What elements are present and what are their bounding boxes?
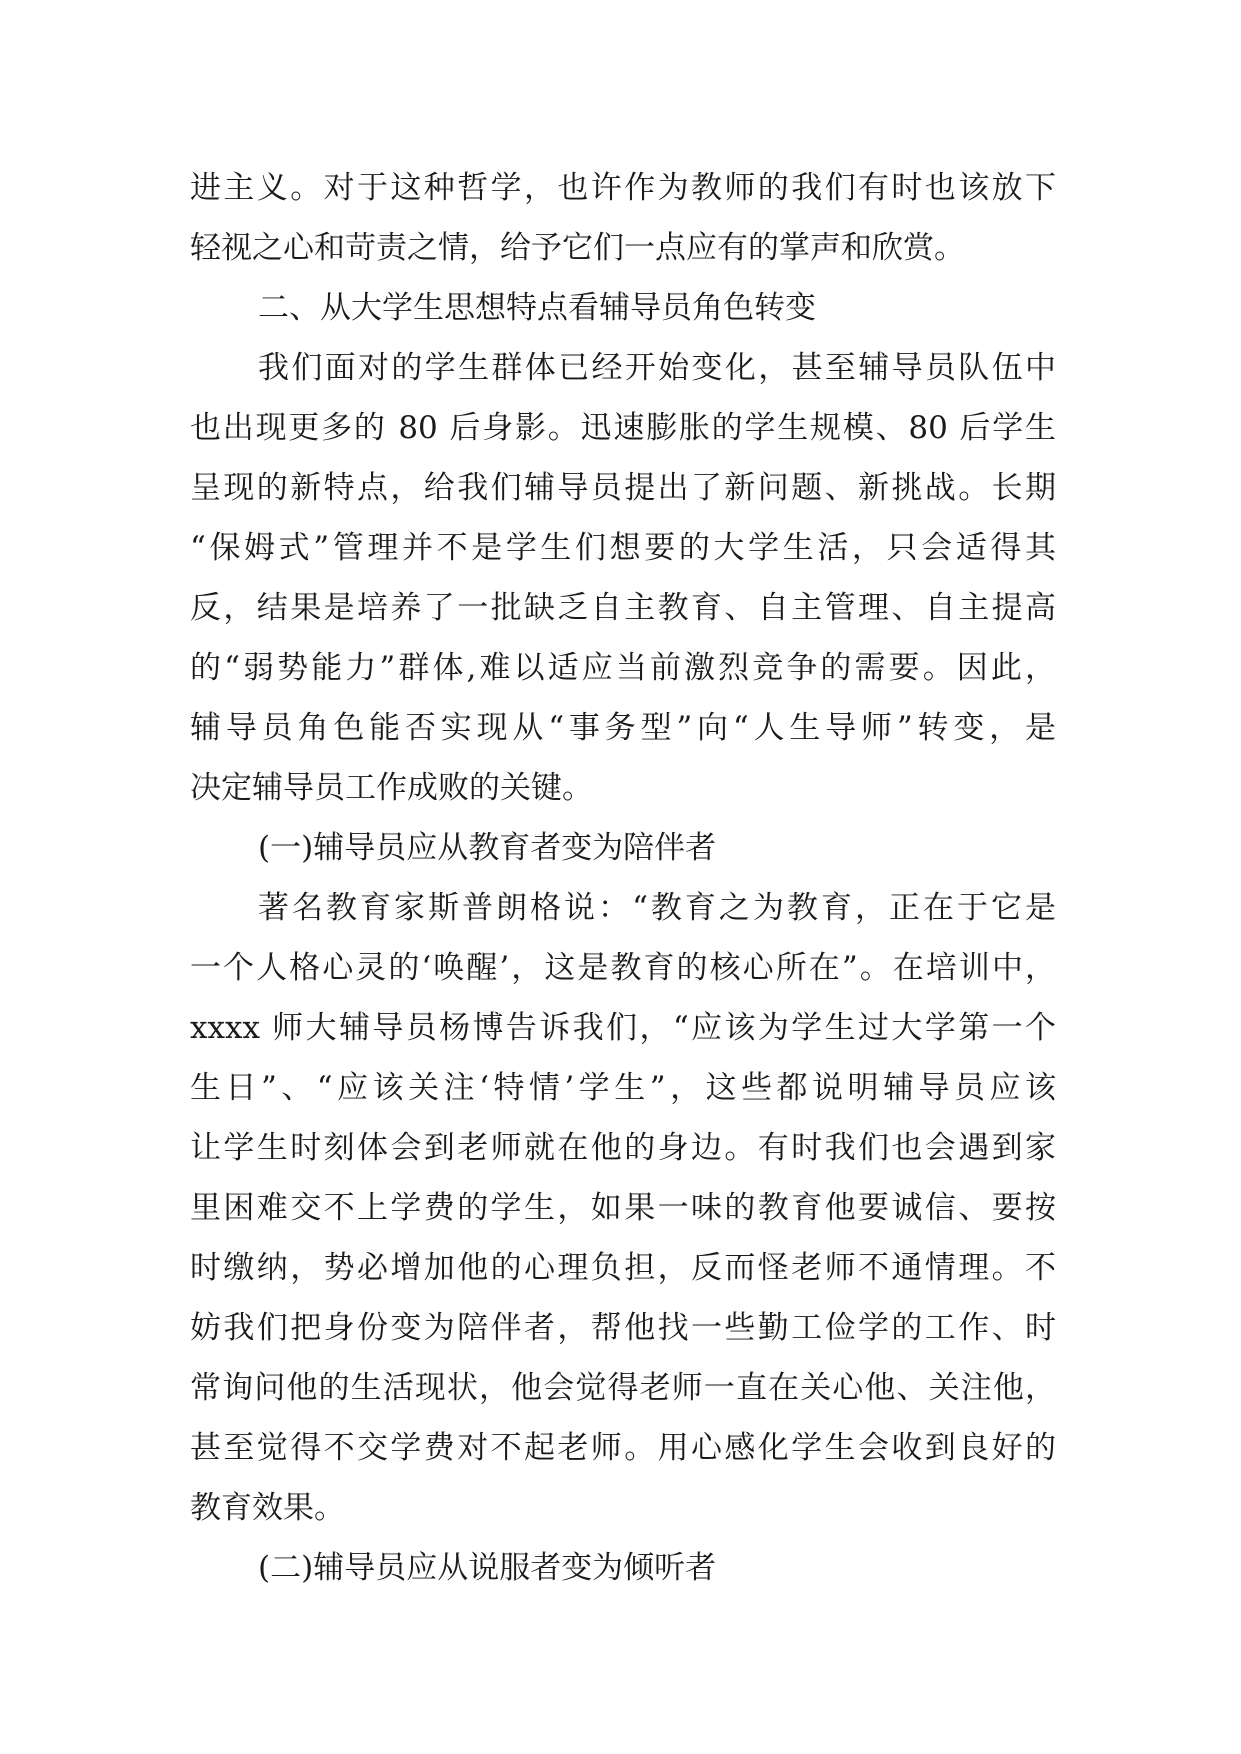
- text-line: 一个人格心灵的‘唤醒’，这是教育的核心所在”。在培训中，: [190, 950, 1056, 986]
- text-line: 让学生时刻体会到老师就在他的身边。有时我们也会遇到家: [190, 1130, 1056, 1166]
- document-page: [190, 158, 1056, 1598]
- text-line: 著名教育家斯普朗格说：“教育之为教育，正在于它是: [258, 890, 1056, 926]
- text-line: “保姆式”管理并不是学生们想要的大学生活，只会适得其: [190, 530, 1056, 566]
- text-line: 的“弱势能力”群体,难以适应当前激烈竞争的需要。因此，: [190, 650, 1056, 686]
- text-line: 也出现更多的 80 后身影。迅速膨胀的学生规模、80 后学生: [190, 410, 1056, 446]
- text-line: 生日”、“应该关注‘特情’学生”，这些都说明辅导员应该: [190, 1070, 1056, 1106]
- text-line: 甚至觉得不交学费对不起老师。用心感化学生会收到良好的: [190, 1430, 1056, 1466]
- text-line: 呈现的新特点，给我们辅导员提出了新问题、新挑战。长期: [190, 470, 1056, 506]
- text-line: 反，结果是培养了一批缺乏自主教育、自主管理、自主提高: [190, 590, 1056, 626]
- text-line: 我们面对的学生群体已经开始变化，甚至辅导员队伍中: [258, 350, 1056, 386]
- text-line: 时缴纳，势必增加他的心理负担，反而怪老师不通情理。不: [190, 1250, 1056, 1286]
- text-line: 里困难交不上学费的学生，如果一味的教育他要诚信、要按: [190, 1190, 1056, 1226]
- text-line: 进主义。对于这种哲学，也许作为教师的我们有时也该放下: [190, 170, 1056, 206]
- text-line: 常询问他的生活现状，他会觉得老师一直在关心他、关注他，: [190, 1370, 1056, 1406]
- text-line: 教育效果。: [190, 1490, 345, 1526]
- text-line: 辅导员角色能否实现从“事务型”向“人生导师”转变，是: [190, 710, 1056, 746]
- subsection-heading: (二)辅导员应从说服者变为倾听者: [258, 1550, 717, 1586]
- text-line: 轻视之心和苛责之情，给予它们一点应有的掌声和欣赏。: [190, 230, 965, 266]
- section-heading: 二、从大学生思想特点看辅导员角色转变: [258, 290, 816, 326]
- text-line: 妨我们把身份变为陪伴者，帮他找一些勤工俭学的工作、时: [190, 1310, 1056, 1346]
- text-line: xxxx 师大辅导员杨博告诉我们，“应该为学生过大学第一个: [190, 1010, 1056, 1046]
- subsection-heading: (一)辅导员应从教育者变为陪伴者: [258, 830, 717, 866]
- text-line: 决定辅导员工作成败的关键。: [190, 770, 593, 806]
